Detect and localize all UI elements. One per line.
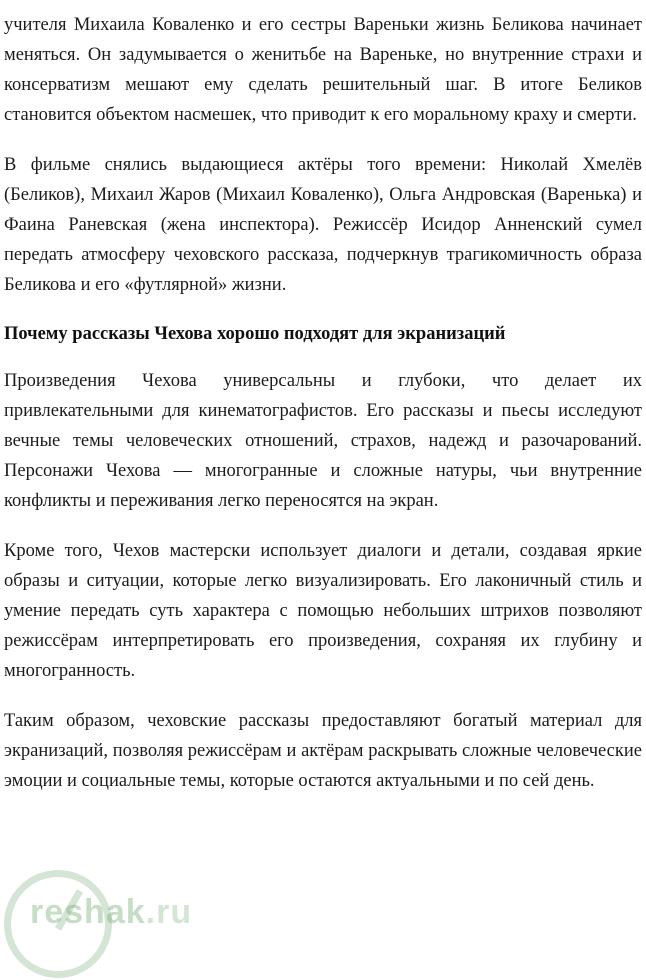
watermark-text-main: reshak — [30, 893, 146, 931]
watermark — [0, 850, 646, 980]
watermark-logo-icon — [4, 870, 112, 978]
document-content — [4, 10, 642, 796]
paragraph-4: Кроме того, Чехов мастерски использует диалоги и детали, создавая яркие образы и ситуации, которые легко визуализировать. Его лаконичный стиль и умение передать суть характера с помощью небольших штрихов позволяют режиссёрам интерпретировать его произведения, сохраняя их глубину и многогранность. — [4, 541, 642, 681]
paragraph-2: В фильме снялись выдающиеся актёры того времени: Николай Хмелёв (Беликов), Михаил Жаров (Михаил Коваленко), Ольга Андровская (Варенька) и Фаина Раневская (жена инспектора). Режиссёр Исидор Анненский сумел передать атмосферу чеховского рассказа, подчеркнув трагикомичность образа Беликова и его «футлярной» жизни. — [4, 155, 642, 295]
watermark-text — [30, 893, 192, 932]
paragraph-1: учителя Михаила Коваленко и его сестры Вареньки жизнь Беликова начинает меняться. Он задумывается о женитьбе на Вареньке, но внутренние страхи и консерватизм мешают ему сделать решительный шаг. В итоге Беликов становится объектом насмешек, что приводит к его моральному краху и смерти. — [4, 15, 642, 125]
paragraph-3: Произведения Чехова универсальны и глубоки, что делает их привлекательными для кинематографистов. Его рассказы и пьесы исследуют вечные темы человеческих отношений, страхов, надежд и разочарований. Персонажи Чехова — многогранные и сложные натуры, чьи внутренние конфликты и переживания легко переносятся на экран. — [4, 371, 642, 511]
watermark-text-domain: .ru — [145, 893, 193, 931]
section-heading: Почему рассказы Чехова хорошо подходят для экранизаций — [4, 324, 506, 344]
paragraph-5: Таким образом, чеховские рассказы предоставляют богатый материал для экранизаций, позволяя режиссёрам и актёрам раскрывать сложные человеческие эмоции и социальные темы, которые остаются актуальными и по сей день. — [4, 711, 642, 791]
